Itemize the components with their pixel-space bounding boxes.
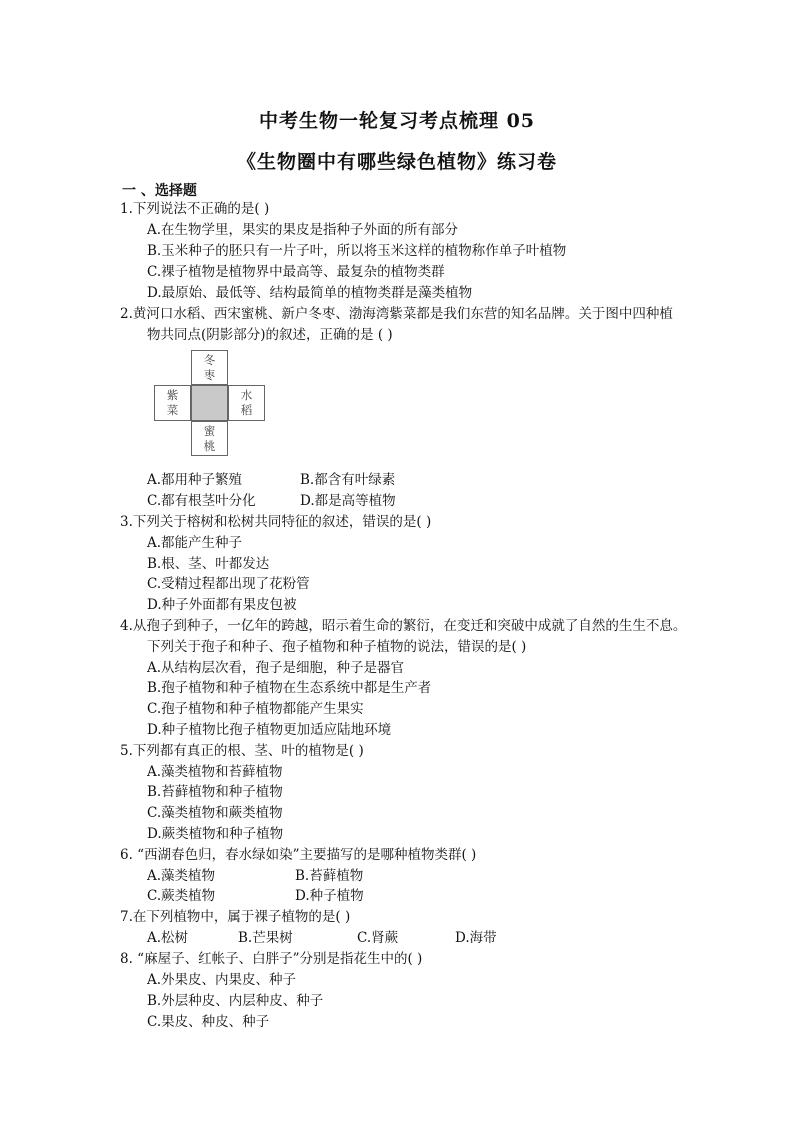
question-5-stem: 5.下列都有真正的根、茎、叶的植物是( ) — [120, 743, 364, 759]
question-6-stem: 6. “西湖春色归，春水绿如染”主要描写的是哪种植物类群( ) — [120, 847, 477, 863]
question-8-option-a: A.外果皮、内果皮、种子 — [147, 972, 297, 988]
question-1-option-d: D.最原始、最低等、结构最简单的植物类群是藻类植物 — [147, 285, 473, 301]
question-4-option-c: C.孢子植物和种子植物都能产生果实 — [147, 701, 364, 717]
question-6-option-a: A.藻类植物 — [147, 868, 216, 884]
question-8-option-b: B.外层种皮、内层种皮、种子 — [147, 993, 324, 1009]
question-7-stem: 7.在下列植物中，属于裸子植物的是( ) — [120, 909, 351, 925]
page-title: 中考生物一轮复习考点梳理 05 — [258, 110, 536, 132]
diagram-cell-left — [154, 385, 191, 421]
question-2-option-c: C.都有根茎叶分化 — [147, 493, 256, 509]
section-heading: 一 、选择题 — [122, 183, 197, 199]
question-2-stem-cont: 物共同点(阴影部分)的叙述，正确的是 ( ) — [147, 327, 393, 343]
question-1-option-b: B.玉米种子的胚只有一片子叶，所以将玉米这样的植物称作单子叶植物 — [147, 243, 567, 259]
question-5-option-d: D.蕨类植物和种子植物 — [147, 826, 284, 842]
page-subtitle: 《生物圈中有哪些绿色植物》练习卷 — [236, 151, 557, 173]
question-4-option-b: B.孢子植物和种子植物在生态系统中都是生产者 — [147, 680, 432, 696]
question-3-stem: 3.下列关于榕树和松树共同特征的叙述，错误的是( ) — [120, 514, 432, 530]
question-3-option-a: A.都能产生种子 — [147, 535, 243, 551]
question-7-option-d: D.海带 — [455, 930, 497, 946]
question-2-option-b: B.都含有叶绿素 — [300, 472, 396, 488]
question-3-option-d: D.种子外面都有果皮包被 — [147, 597, 297, 613]
question-1-stem: 1.下列说法不正确的是( ) — [120, 201, 270, 217]
diagram-cell-right — [228, 385, 265, 421]
question-6-option-c: C.蕨类植物 — [147, 888, 216, 904]
question-7-option-a: A.松树 — [147, 930, 189, 946]
question-1-option-c: C.裸子植物是植物界中最高等、最复杂的植物类群 — [147, 264, 445, 280]
question-8-stem: 8. “麻屋子、红帐子、白胖子”分别是指花生中的( ) — [120, 951, 423, 967]
diagram-label-shuidao: 水稻 — [240, 388, 253, 417]
diagram-label-zicai: 紫菜 — [166, 388, 179, 417]
diagram-label-mitao: 蜜桃 — [203, 424, 216, 453]
question-6-option-d: D.种子植物 — [295, 888, 364, 904]
question-1-option-a: A.在生物学里，果实的果皮是指种子外面的所有部分 — [147, 222, 459, 238]
question-5-option-c: C.藻类植物和蕨类植物 — [147, 805, 283, 821]
question-7-option-b: B.芒果树 — [238, 930, 293, 946]
diagram-shared-area — [191, 385, 228, 421]
question-3-option-b: B.根、茎、叶都发达 — [147, 556, 270, 572]
question-3-option-c: C.受精过程都出现了花粉管 — [147, 576, 310, 592]
question-4-option-d: D.种子植物比孢子植物更加适应陆地环境 — [147, 722, 392, 738]
diagram-cell-top — [191, 350, 228, 385]
question-2-stem: 2.黄河口水稻、西宋蜜桃、新户冬枣、渤海湾紫菜都是我们东营的知名品牌。关于图中四种植 — [120, 306, 673, 322]
question-2-option-d: D.都是高等植物 — [300, 493, 396, 509]
question-7-option-c: C.肾蕨 — [357, 930, 399, 946]
question-2-option-a: A.都用种子繁殖 — [147, 472, 243, 488]
diagram-label-dongzao: 冬枣 — [203, 353, 216, 382]
plant-venn-diagram — [154, 350, 265, 456]
question-4-stem-cont: 下列关于孢子和种子、孢子植物和种子植物的说法，错误的是( ) — [147, 639, 527, 655]
question-8-option-c: C.果皮、种皮、种子 — [147, 1014, 270, 1030]
diagram-cell-bottom — [191, 421, 228, 456]
question-4-stem: 4.从孢子到种子，一亿年的跨越，昭示着生命的繁衍，在变迁和突破中成就了自然的生生不息。 — [120, 618, 687, 634]
question-6-option-b: B.苔藓植物 — [295, 868, 364, 884]
question-4-option-a: A.从结构层次看，孢子是细胞，种子是器官 — [147, 660, 405, 676]
question-5-option-a: A.藻类植物和苔藓植物 — [147, 764, 283, 780]
question-5-option-b: B.苔藓植物和种子植物 — [147, 784, 283, 800]
